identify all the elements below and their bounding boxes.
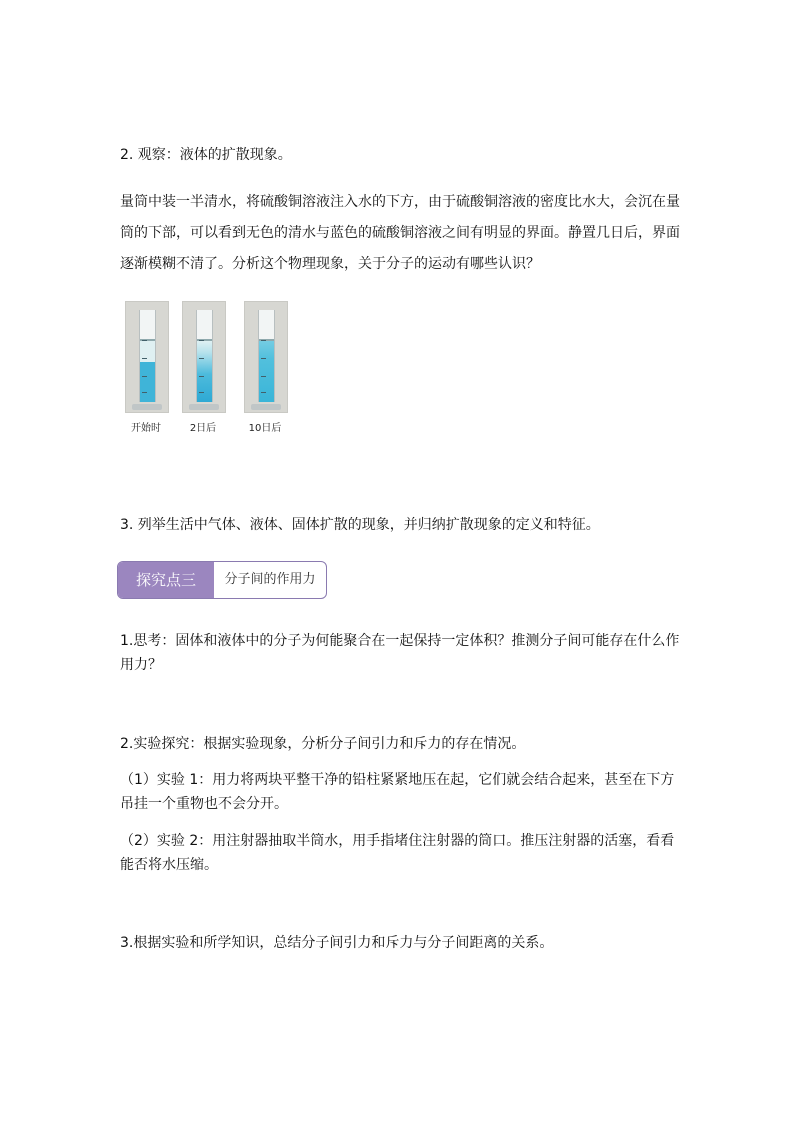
caption-day10: 10日后 (248, 423, 282, 434)
cylinder-start-image (125, 301, 169, 413)
q2-paragraph: 量筒中装一半清水，将硫酸铜溶液注入水的下方，由于硫酸铜溶液的密度比水大，会沉在量筒的下部，可以看到无色的清水与蓝色的硫酸铜溶液之间有明显的界面。静置几日后，界面逐渐模糊不清了。分析这个物理现象，关于分子的运动有哪些认识？ (120, 194, 680, 272)
q2-heading: 2. 观察：液体的扩散现象。 (120, 147, 292, 163)
experiment-heading: 2.实验探究：根据实验现象，分析分子间引力和斥力的存在情况。 (120, 736, 526, 752)
caption-start: 开始时 (131, 423, 161, 434)
section-tag (117, 561, 327, 599)
experiment-2: （2）实验 2：用注射器抽取半筒水，用手指堵住注射器的筒口。推压注射器的活塞，看看能否将水压缩。 (120, 833, 675, 873)
section-tag-label: 探究点三 (118, 562, 214, 598)
section-tag-title: 分子间的作用力 (224, 572, 316, 587)
think-question: 1.思考：固体和液体中的分子为何能聚合在一起保持一定体积？推测分子间可能存在什么作用力？ (120, 633, 680, 673)
caption-day2: 2日后 (189, 423, 217, 434)
q3-heading: 3. 列举生活中气体、液体、固体扩散的现象，并归纳扩散现象的定义和特征。 (120, 517, 600, 533)
experiment-1: （1）实验 1：用力将两块平整干净的铅柱紧紧地压在起，它们就会结合起来，甚至在下方吊挂一个重物也不会分开。 (120, 772, 675, 812)
cylinder-day2-image (182, 301, 226, 413)
cylinder-day10-image (244, 301, 288, 413)
summary-question: 3.根据实验和所学知识，总结分子间引力和斥力与分子间距离的关系。 (120, 935, 554, 951)
